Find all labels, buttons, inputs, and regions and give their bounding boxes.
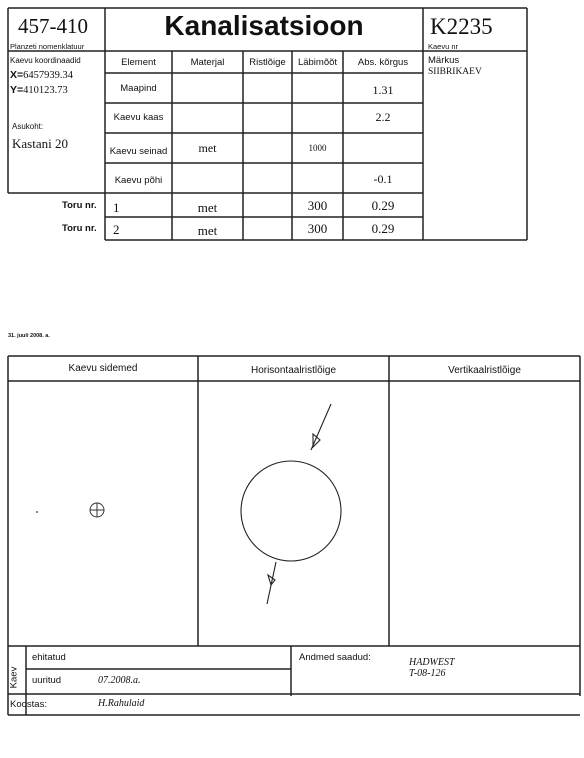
pipe-line-1: [311, 404, 331, 450]
pipe-material: met: [197, 223, 218, 238]
y-label: Y=: [10, 84, 24, 96]
pipe-label: Toru nr.: [62, 200, 97, 211]
remarks-label: Märkus: [428, 55, 460, 66]
x-value: 6457939.34: [23, 70, 74, 81]
arrow-head-1: [313, 434, 320, 447]
pipe-label: Toru nr.: [62, 223, 97, 234]
data-from-line2: T-08-126: [409, 668, 446, 679]
row-height: 2.2: [375, 110, 391, 124]
y-value: 410123.73: [23, 85, 68, 96]
col-element: Element: [121, 57, 156, 68]
pipe-line-2: [267, 562, 276, 604]
pipe-number: 2: [113, 222, 120, 237]
row-element: Maapind: [120, 83, 157, 94]
col-diameter: Läbimõõt: [297, 57, 338, 68]
pipe-diameter: 300: [307, 198, 328, 213]
pipe-diameter: 300: [307, 221, 328, 236]
row-element: Kaevu seinad: [109, 146, 168, 157]
data-from-line1: HADWEST: [409, 657, 455, 668]
sheet-number: 457-410: [18, 14, 88, 38]
row-material: met: [198, 141, 217, 155]
coords-label: Kaevu koordinaadid: [10, 56, 81, 65]
row-element: Kaevu põhi: [114, 175, 163, 186]
row-element: Kaevu kaas: [113, 112, 164, 123]
surveyed-label: uuritud: [32, 675, 62, 686]
pipe-material: met: [197, 200, 218, 215]
col-cross: Ristlõige: [249, 57, 286, 68]
col-height: Abs. kõrgus: [357, 57, 409, 68]
arrow-head-2: [268, 575, 275, 585]
panel-right-title: Vertikaalristlõige: [448, 365, 521, 376]
data-from-label: Andmed saadud:: [299, 652, 371, 663]
page-title: Kanalisatsioon: [164, 10, 364, 41]
date-line: 31. juuli 2008. a.: [8, 333, 50, 339]
remarks-value: SIIBRIKAEV: [428, 67, 482, 77]
location-label: Asukoht:: [12, 122, 44, 131]
well-circle: [241, 461, 341, 561]
pipe-height: 0.29: [371, 221, 395, 236]
col-material: Materjal: [190, 57, 225, 68]
surveyed-value: 07.2008.a.: [98, 675, 141, 686]
well-id: K2235: [430, 14, 493, 39]
pipe-number: 1: [113, 200, 120, 215]
well-id-caption: Kaevu nr: [428, 42, 459, 51]
panel-left-title: Kaevu sidemed: [68, 363, 138, 374]
pipe-height: 0.29: [371, 198, 395, 213]
row-height: -0.1: [373, 172, 393, 186]
row-diameter: 1000: [308, 143, 327, 153]
sheet-caption: Planzeti nomenklatuur: [10, 42, 85, 51]
compiled-value: H.Rahulaid: [98, 698, 145, 709]
kaev-label: Kaev: [8, 666, 20, 689]
location-value: Kastani 20: [12, 136, 68, 151]
panel-mid-title: Horisontaalristlõige: [250, 365, 337, 376]
row-height: 1.31: [372, 83, 394, 97]
x-label: X=: [10, 69, 24, 81]
compiled-label: Koostas:: [10, 699, 47, 710]
built-label: ehitatud: [32, 652, 66, 663]
